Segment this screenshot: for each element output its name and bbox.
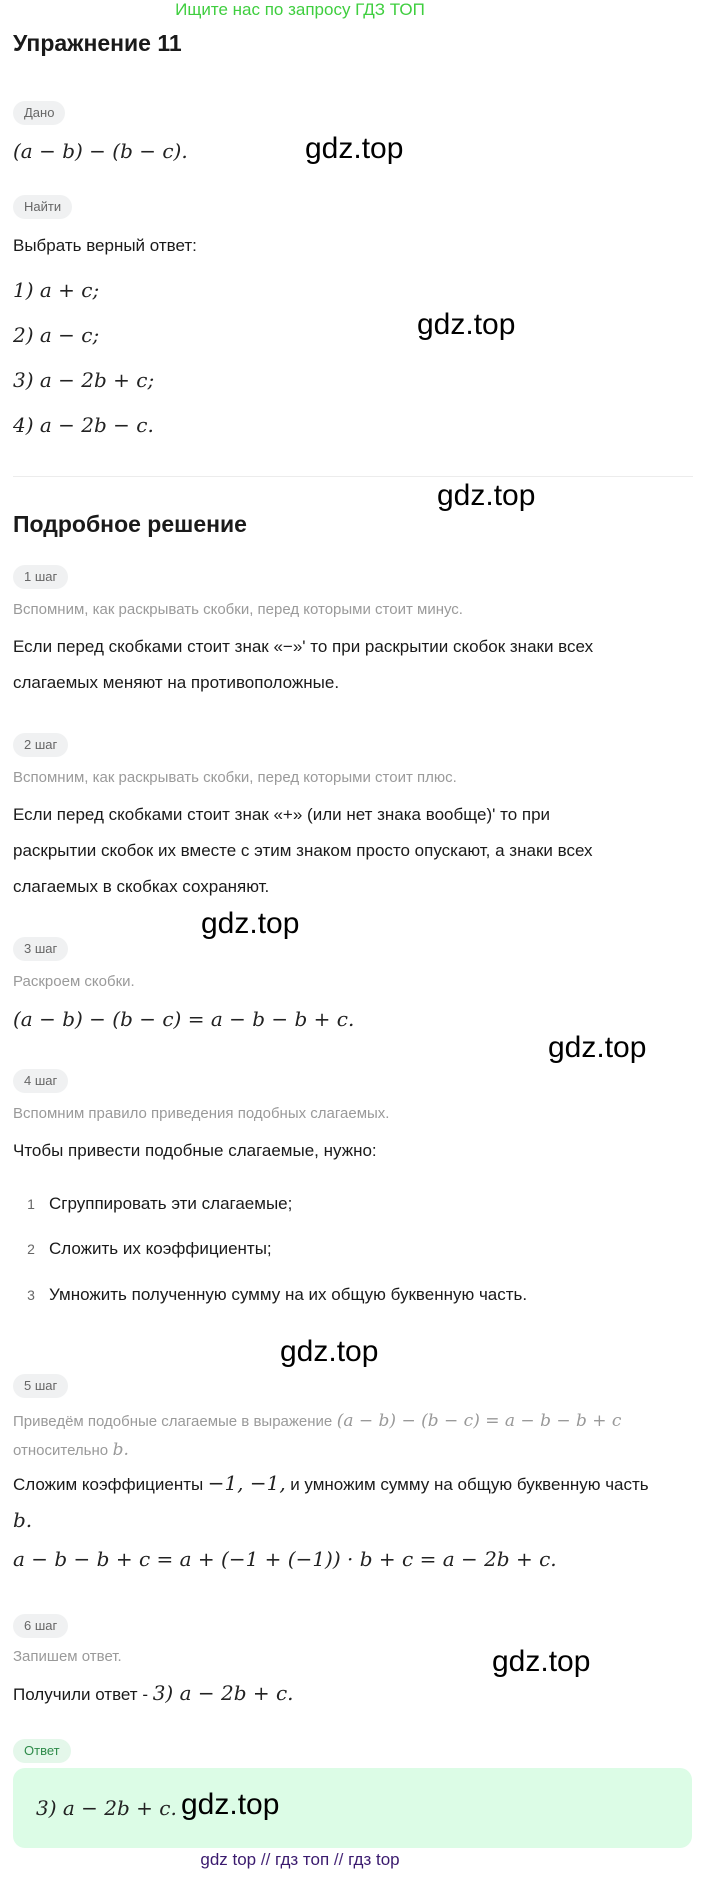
step-5-line-text-2: и умножим сумму на общую буквенную часть	[290, 1475, 649, 1494]
footer-link-1[interactable]: gdz top	[200, 1850, 257, 1869]
list-number: 3	[27, 1287, 35, 1303]
step-2-line-3: слагаемых в скобках сохраняют.	[13, 877, 270, 896]
step-5-hint	[13, 1407, 693, 1465]
step-2-line-2: раскрытии скобок их вместе с этим знаком просто опускают, а знаки всех	[13, 841, 593, 860]
watermark: gdz.top	[548, 1031, 647, 1064]
list-text: Сгруппировать эти слагаемые;	[49, 1194, 293, 1213]
given-tag: Дано	[13, 101, 65, 125]
given-expression: (a − b) − (b − c).	[13, 139, 188, 163]
step-4-intro: Чтобы привести подобные слагаемые, нужно:	[13, 1141, 377, 1160]
watermark: gdz.top	[181, 1788, 280, 1821]
footer-link-3[interactable]: гдз top	[348, 1850, 400, 1869]
section-divider	[13, 476, 693, 477]
footer-separator: //	[260, 1850, 271, 1869]
step-4-list-item-3	[13, 1285, 527, 1305]
step-6-tag: 6 шаг	[13, 1614, 68, 1638]
step-3-hint: Раскроем скобки.	[13, 973, 135, 990]
footer-separator: //	[333, 1850, 344, 1869]
step-3-expression: (a − b) − (b − c) = a − b − b + c.	[13, 1007, 355, 1031]
option-2: 2) a − c;	[13, 323, 100, 347]
step-3-tag: 3 шаг	[13, 937, 68, 961]
step-6-text: Получили ответ -	[13, 1685, 153, 1704]
step-6-result	[13, 1681, 294, 1705]
step-5-hint-text: Приведём подобные слагаемые в выражение	[13, 1413, 333, 1430]
step-1-tag: 1 шаг	[13, 565, 68, 589]
find-tag: Найти	[13, 195, 72, 219]
solution-heading: Подробное решение	[13, 511, 247, 537]
option-1: 1) a + c;	[13, 278, 100, 302]
footer-link-2[interactable]: гдз топ	[275, 1850, 330, 1869]
watermark: gdz.top	[201, 907, 300, 940]
step-2-hint: Вспомним, как раскрывать скобки, перед которыми стоит плюс.	[13, 769, 457, 786]
step-5-hint-math: (a − b) − (b − c) = a − b − b + c	[336, 1411, 622, 1431]
list-text: Умножить полученную сумму на их общую буквенную часть.	[49, 1285, 528, 1304]
find-prompt: Выбрать верный ответ:	[13, 236, 197, 255]
step-6-math: 3) a − 2b + c.	[152, 1681, 294, 1705]
step-6-hint: Запишем ответ.	[13, 1648, 122, 1665]
step-5-hint-text-2: относительно	[13, 1442, 109, 1459]
step-4-list-item-1	[13, 1194, 292, 1214]
answer-tag: Ответ	[13, 1739, 71, 1763]
step-5-variable: b.	[13, 1508, 33, 1532]
step-2-tag: 2 шаг	[13, 733, 68, 757]
step-4-tag: 4 шаг	[13, 1069, 68, 1093]
list-number: 2	[27, 1241, 35, 1257]
watermark: gdz.top	[417, 308, 516, 341]
top-banner: Ищите нас по запросу ГДЗ ТОП	[175, 0, 425, 19]
step-4-hint: Вспомним правило приведения подобных слагаемых.	[13, 1105, 390, 1122]
step-1-line-1: Если перед скобками стоит знак «−»' то при раскрытии скобок знаки всех	[13, 637, 594, 656]
step-1-hint: Вспомним, как раскрывать скобки, перед которыми стоит минус.	[13, 601, 463, 618]
answer-value: 3) a − 2b + c.	[36, 1796, 177, 1820]
watermark: gdz.top	[437, 479, 536, 512]
watermark: gdz.top	[492, 1645, 591, 1678]
watermark: gdz.top	[305, 132, 404, 165]
option-3: 3) a − 2b + c;	[13, 368, 155, 392]
step-5-explanation	[13, 1466, 703, 1540]
step-4-list-item-2	[13, 1239, 272, 1259]
watermark: gdz.top	[280, 1335, 379, 1368]
option-4: 4) a − 2b − c.	[13, 413, 154, 437]
step-2-line-1: Если перед скобками стоит знак «+» (или нет знака вообще)' то при	[13, 805, 551, 824]
step-5-expression: a − b − b + c = a + (−1 + (−1)) · b + c = a − 2b + c.	[13, 1547, 557, 1571]
step-5-hint-var: b.	[112, 1440, 129, 1460]
step-5-line-text: Сложим коэффициенты	[13, 1475, 204, 1494]
footer-links	[0, 1850, 600, 1870]
list-text: Сложить их коэффициенты;	[49, 1239, 272, 1258]
step-5-tag: 5 шаг	[13, 1374, 68, 1398]
list-number: 1	[27, 1196, 35, 1212]
step-5-coefficients: −1, −1,	[207, 1471, 286, 1495]
step-1-line-2: слагаемых меняют на противоположные.	[13, 673, 340, 692]
page-title: Упражнение 11	[13, 30, 182, 56]
